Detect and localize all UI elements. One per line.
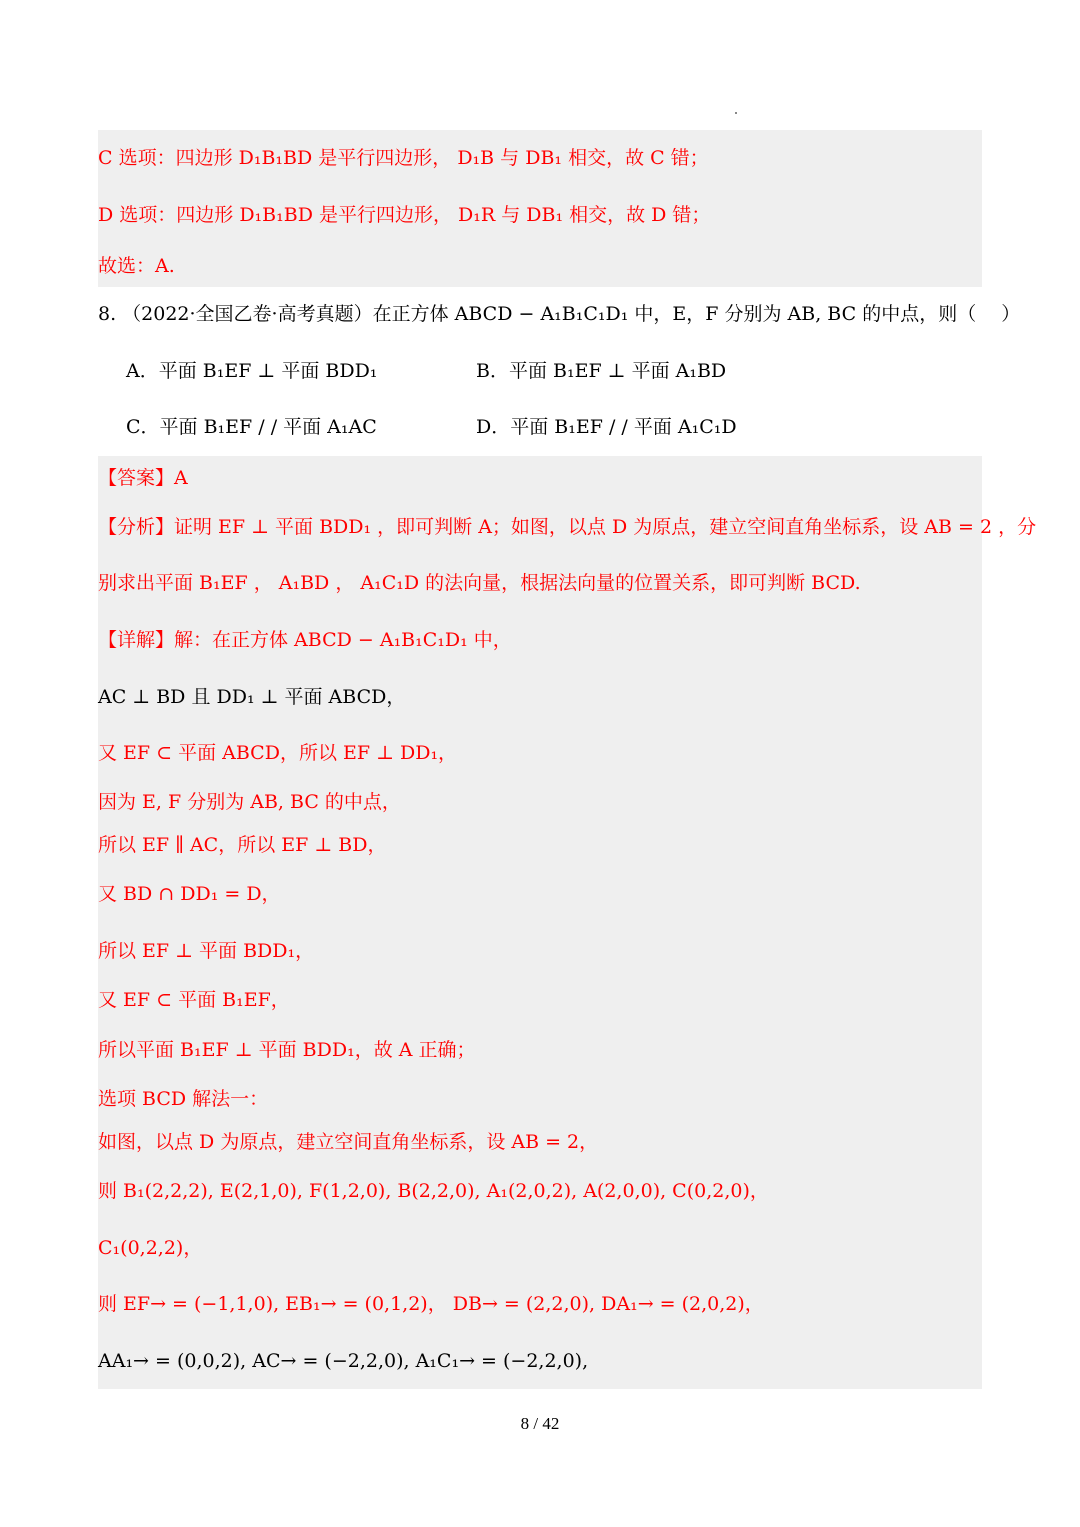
detail-line-13: C₁(0,2,2)， [98,1237,203,1259]
option-a: A．平面 B₁EF ⊥ 平面 BDD₁ [126,360,378,382]
page-number: 8 / 42 [520,1414,560,1433]
option-c: C．平面 B₁EF / / 平面 A₁AC [126,416,377,438]
detail-line-11: 如图，以点 D 为原点，建立空间直角坐标系，设 AB = 2， [98,1131,599,1153]
detail-line-3: 又 EF ⊂ 平面 ABCD，所以 EF ⊥ DD₁， [98,742,458,764]
analysis-line-2: 别求出平面 B₁EF ， A₁BD ， A₁C₁D 的法向量，根据法向量的位置关系，即可判断 BCD. [98,572,861,594]
question-stem: 8. （2022·全国乙卷·高考真题）在正方体 ABCD − A₁B₁C₁D₁ 中，E，F 分别为 AB, BC 的中点，则（ ） [98,303,1021,325]
detail-line-8: 又 EF ⊂ 平面 B₁EF， [98,989,290,1011]
solution-block [98,456,982,1389]
prev-line-choice: 故选：A. [98,255,175,277]
scan-dot [735,112,737,114]
detail-line-10: 选项 BCD 解法一： [98,1088,269,1110]
detail-line-12: 则 B₁(2,2,2), E(2,1,0), F(1,2,0), B(2,2,0), A₁(2,0,2), A(2,0,0), C(0,2,0)， [98,1180,769,1202]
prev-line-d: D 选项：四边形 D₁B₁BD 是平行四边形， D₁R 与 DB₁ 相交，故 D 错； [98,204,711,226]
option-d: D．平面 B₁EF / / 平面 A₁C₁D [476,416,737,438]
detail-line-15: AA₁→ = (0,0,2), AC→ = (−2,2,0), A₁C₁→ = (−2,2,0), [98,1350,589,1372]
detail-line-2: AC ⊥ BD 且 DD₁ ⊥ 平面 ABCD， [98,686,406,708]
detail-line-7: 所以 EF ⊥ 平面 BDD₁， [98,940,315,962]
detail-line-9: 所以平面 B₁EF ⊥ 平面 BDD₁，故 A 正确； [98,1039,476,1061]
answer-line: 【答案】A [98,467,188,489]
analysis-line-1: 【分析】证明 EF ⊥ 平面 BDD₁ ，即可判断 A；如图，以点 D 为原点，建立空间直角坐标系，设 AB = 2 ，分 [98,516,1037,538]
detail-line-4: 因为 E, F 分别为 AB, BC 的中点， [98,791,401,813]
option-b: B．平面 B₁EF ⊥ 平面 A₁BD [476,360,727,382]
detail-line-5: 所以 EF ∥ AC，所以 EF ⊥ BD， [98,834,387,856]
detail-line-14: 则 EF→ = (−1,1,0), EB₁→ = (0,1,2)， DB→ = (2,2,0), DA₁→ = (2,0,2)， [98,1293,764,1315]
prev-line-c: C 选项：四边形 D₁B₁BD 是平行四边形， D₁B 与 DB₁ 相交，故 C 错； [98,147,709,169]
detail-line-6: 又 BD ∩ DD₁ = D， [98,883,281,905]
detail-line-1: 【详解】解：在正方体 ABCD − A₁B₁C₁D₁ 中， [98,629,512,651]
